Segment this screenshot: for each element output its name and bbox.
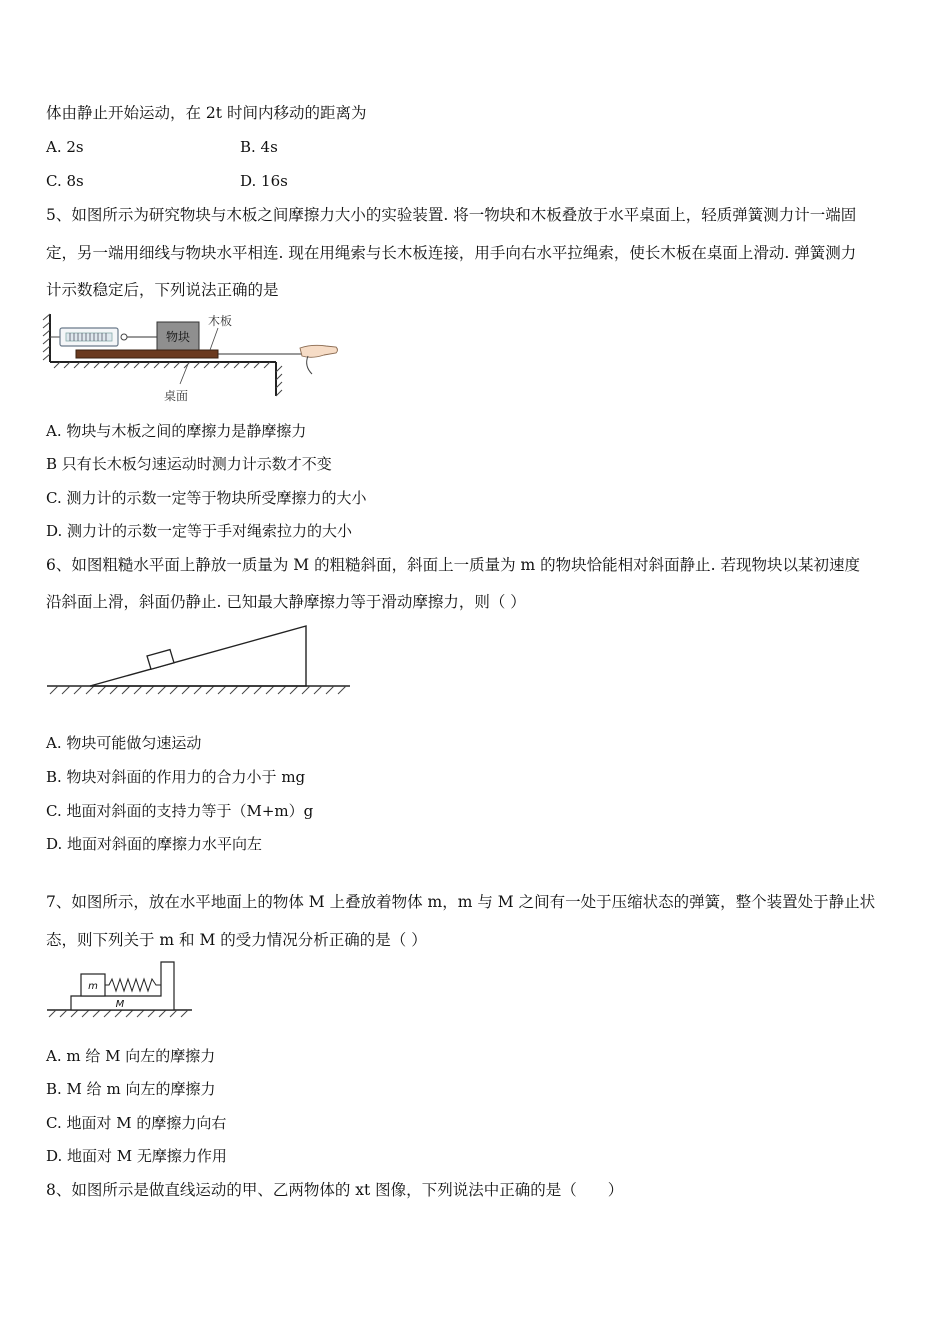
q4-option-a: A. 2s [46, 138, 84, 156]
q7-option-c: C. 地面对 M 的摩擦力向右 [46, 1114, 227, 1132]
q5-option-c: C. 测力计的示数一定等于物块所受摩擦力的大小 [46, 489, 367, 507]
q4-option-b: B. 4s [240, 138, 278, 156]
q5-block-label: 物块 [165, 330, 191, 344]
q5-friction-apparatus-figure [40, 310, 350, 410]
q6-option-d: D. 地面对斜面的摩擦力水平向左 [46, 835, 263, 853]
q6-incline-figure [44, 620, 354, 700]
q6-stem-line-2: 沿斜面上滑，斜面仍静止. 已知最大静摩擦力等于滑动摩擦力，则（ ） [46, 593, 526, 611]
q7-option-b: B. M 给 m 向左的摩擦力 [46, 1080, 216, 1098]
q4-option-c: C. 8s [46, 172, 84, 190]
q5-stem-line-1: 5、如图所示为研究物块与木板之间摩擦力大小的实验装置. 将一物块和木板叠放于水平桌面上，轻质弹簧测力计一端固 [46, 206, 857, 224]
q5-stem-line-3: 计示数稳定后，下列说法正确的是 [46, 281, 279, 299]
q6-option-c: C. 地面对斜面的支持力等于（M+m）g [46, 802, 314, 820]
q6-option-a: A. 物块可能做匀速运动 [46, 734, 202, 752]
q5-option-a: A. 物块与木板之间的摩擦力是静摩擦力 [46, 422, 307, 440]
q7-option-a: A. m 给 M 向左的摩擦力 [46, 1047, 216, 1065]
q7-spring-blocks-figure [44, 958, 194, 1024]
q5-option-b: B 只有长木板匀速运动时测力计示数才不变 [46, 455, 332, 473]
q7-M-label: M [115, 999, 125, 1010]
q7-m-label: m [88, 981, 98, 992]
q8-stem-line-1: 8、如图所示是做直线运动的甲、乙两物体的 xt 图像，下列说法中正确的是（ ） [46, 1181, 624, 1199]
q7-option-d: D. 地面对 M 无摩擦力作用 [46, 1147, 227, 1165]
q4-stem-tail: 体由静止开始运动，在 2t 时间内移动的距离为 [46, 104, 367, 122]
q6-option-b: B. 物块对斜面的作用力的合力小于 mg [46, 768, 306, 786]
q5-table-label: 桌面 [164, 389, 189, 403]
q4-option-d: D. 16s [240, 172, 288, 190]
q7-stem-line-1: 7、如图所示，放在水平地面上的物体 M 上叠放着物体 m，m 与 M 之间有一处于压缩状态的弹簧，整个装置处于静止状 [46, 893, 876, 911]
q7-stem-line-2: 态，则下列关于 m 和 M 的受力情况分析正确的是（ ） [46, 931, 427, 949]
q6-stem-line-1: 6、如图粗糙水平面上静放一质量为 M 的粗糙斜面，斜面上一质量为 m 的物块恰能相对斜面静止. 若现物块以某初速度 [46, 556, 860, 574]
q5-stem-line-2: 定，另一端用细线与物块水平相连. 现在用绳索与长木板连接，用手向右水平拉绳索，使长木板在桌面上滑动. 弹簧测力 [46, 244, 857, 262]
q5-board-label: 木板 [208, 314, 233, 328]
q5-option-d: D. 测力计的示数一定等于手对绳索拉力的大小 [46, 522, 353, 540]
